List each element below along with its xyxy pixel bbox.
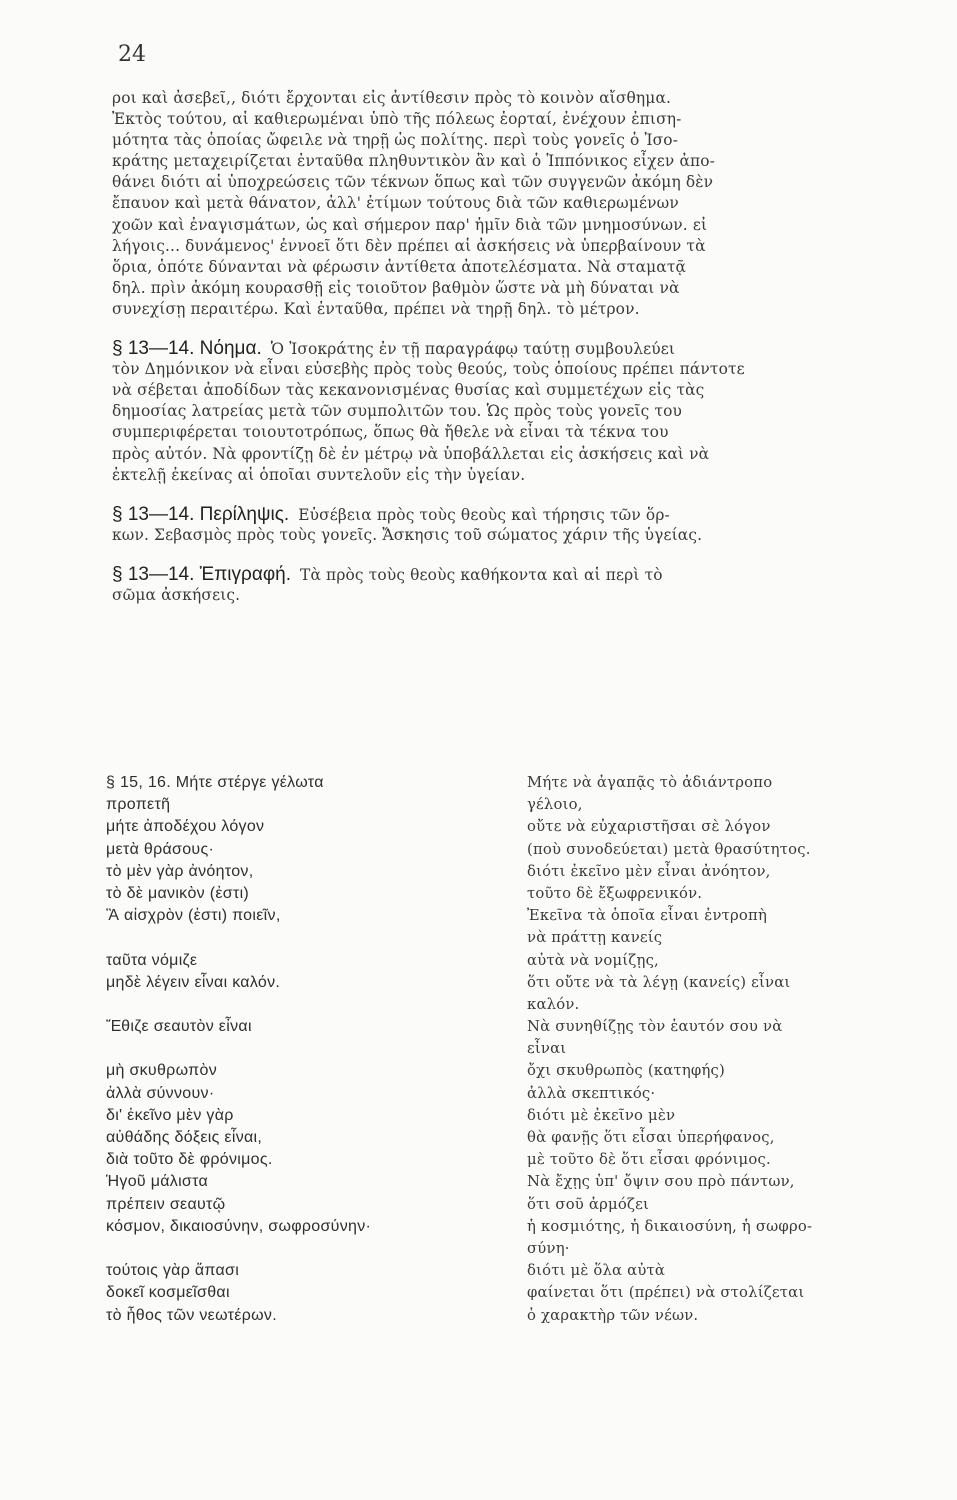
verse-row	[0, 1105, 957, 1127]
perilipsis-heading: § 13—14. Περίληψις.	[112, 503, 290, 525]
translation-verse: οὔτε νὰ εὐχαριστῆσαι σὲ λόγον	[527, 818, 771, 836]
text-line: Ἐκτὸς τούτου, αἱ καθιερωμέναι ὑπὸ τῆς πόλεως ἑορταί, ἐνέχουν ἐπιση-	[112, 110, 682, 129]
text-line: θάνει διότι αἱ ὑποχρεώσεις τῶν τέκνων ὅπως καὶ τῶν συγγενῶν ἀκόμη δὲν	[112, 173, 714, 192]
verse-row	[0, 1216, 957, 1238]
translation-verse: διότι ἐκεῖνο μὲν εἶναι ἀνόητον,	[527, 862, 771, 880]
verse-row	[0, 905, 957, 927]
translation-verse: Νὰ συνηθίζῃς τὸν ἑαυτόν σου νὰ	[527, 1018, 783, 1036]
verse-row	[0, 1016, 957, 1038]
greek-verse: μὴ σκυθρωπὸν	[106, 1062, 217, 1080]
verse-row	[0, 816, 957, 838]
page-number: 24	[118, 42, 146, 67]
translation-verse: γέλοιο,	[527, 796, 583, 814]
verse-row	[0, 1282, 957, 1304]
translation-verse: διότι μὲ ὅλα αὐτὰ	[527, 1262, 666, 1280]
translation-verse: ὅτι οὔτε νὰ τὰ λέγῃ (κανείς) εἶναι	[527, 973, 791, 991]
verse-row	[0, 1238, 957, 1260]
translation-verse: Μήτε νὰ ἀγαπᾷς τὸ ἀδιάντροπο	[527, 774, 773, 791]
text-line: χοῶν καὶ ἐναγισμάτων, ὡς καὶ σήμερον παρ' ἡμῖν διὰ τῶν μνημοσύνων. εἰ	[112, 215, 708, 234]
greek-verse: Ἃ αἰσχρὸν (ἐστι) ποιεῖν,	[106, 907, 281, 925]
verse-row	[0, 1171, 957, 1193]
verse-row	[0, 1305, 957, 1327]
translation-verse: ἀλλὰ σκεπτικός·	[527, 1084, 656, 1102]
text-line: κων. Σεβασμὸς πρὸς τοὺς γονεῖς. Ἄσκησις τοῦ σώματος χάριν τῆς ὑγείας.	[112, 525, 703, 544]
text-line: ἐκτελῇ ἐκείνας αἱ ὁποῖαι συντελοῦν εἰς τὴν ὑγείαν.	[112, 465, 526, 484]
translation-verse: μὲ τοῦτο δὲ ὅτι εἶσαι φρόνιμος.	[527, 1151, 771, 1169]
translation-verse: αὐτὰ νὰ νομίζῃς,	[527, 951, 659, 969]
text-line: κράτης μεταχειρίζεται ἐνταῦθα πληθυντικὸν ἂν καὶ ὁ Ἱππόνικος εἶχεν ἀπο-	[112, 152, 716, 171]
verse-row	[0, 1149, 957, 1171]
verse-row	[0, 794, 957, 816]
greek-verse: τούτοις γὰρ ἅπασι	[106, 1262, 240, 1280]
epigraphi-first-line	[112, 564, 954, 585]
greek-verse: τὸ δὲ μανικὸν (ἐστι)	[106, 884, 250, 902]
epigraphi-heading: § 13—14. Ἐπιγραφή.	[112, 563, 291, 585]
greek-verse: διὰ τοῦτο δὲ φρόνιμος.	[106, 1151, 273, 1169]
greek-verse: αὐθάδης δόξεις εἶναι,	[106, 1129, 263, 1146]
text-line: πρὸς αὐτόν. Νὰ φροντίζῃ δὲ ἐν μέτρῳ νὰ ὑποβάλλεται εἰς ἀσκήσεις καὶ νὰ	[112, 444, 710, 463]
greek-verse: μηδὲ λέγειν εἶναι καλόν.	[106, 973, 281, 991]
translation-verse: καλόν.	[527, 995, 580, 1013]
text-line: συμπεριφέρεται τοιουτοτρόπως, ὅπως θὰ ἤθελε νὰ εἶναι τὰ τέκνα του	[112, 423, 669, 442]
text-line: ἔπαυον καὶ μετὰ θάνατον, ἀλλ' ἐτίμων τούτους διὰ τῶν καθιερωμένων	[112, 194, 679, 213]
perilipsis-text: Εὐσέβεια πρὸς τοὺς θεοὺς καὶ τήρησις τῶν ὅρ-	[298, 505, 670, 524]
translation-verse: διότι μὲ ἐκεῖνο μὲν	[527, 1106, 676, 1124]
text-line: δηλ. πρὶν ἀκόμη κουρασθῇ εἰς τοιοῦτον βαθμὸν ὥστε νὰ μὴ δύναται νὰ	[112, 278, 680, 297]
translation-verse: θὰ φανῇς ὅτι εἶσαι ὑπερήφανος,	[527, 1129, 775, 1146]
verse-row	[0, 1194, 957, 1216]
translation-verse: εἶναι	[527, 1040, 567, 1058]
verse-row	[0, 772, 957, 794]
greek-verse: προπετῆ	[106, 796, 171, 814]
greek-verse: Ἡγοῦ μάλιστα	[106, 1173, 209, 1191]
greek-verse: § 15, 16. Μήτε στέργε γέλωτα	[106, 774, 324, 791]
epigraphi-text: Τὰ πρὸς τοὺς θεοὺς καθήκοντα καὶ αἱ περὶ τὸ	[300, 565, 663, 584]
translation-verse: Ἐκεῖνα τὰ ὁποῖα εἶναι ἐντροπὴ	[527, 907, 768, 925]
text-line: μότητα τὰς ὁποίας ὤφειλε νὰ τηρῇ ὡς πολίτης. περὶ τοὺς γονεῖς ὁ Ἰσο-	[112, 131, 679, 150]
greek-verse: πρέπειν σεαυτῷ	[106, 1195, 226, 1213]
parallel-translation	[0, 772, 957, 1327]
translation-verse: ὁ χαρακτὴρ τῶν νέων.	[527, 1306, 699, 1324]
verse-row	[0, 1060, 957, 1082]
text-line: συνεχίσῃ περαιτέρω. Καὶ ἐνταῦθα, πρέπει νὰ τηρῇ δηλ. τὸ μέτρον.	[112, 299, 640, 318]
verse-row	[0, 1083, 957, 1105]
verse-row	[0, 927, 957, 949]
translation-verse: Νὰ ἔχῃς ὑπ' ὄψιν σου πρὸ πάντων,	[527, 1173, 795, 1191]
translation-verse: νὰ πράττῃ κανείς	[527, 929, 663, 947]
verse-row	[0, 1127, 957, 1149]
verse-row	[0, 883, 957, 905]
noema-text: Ὁ Ἰσοκράτης ἐν τῇ παραγράφῳ ταύτῃ συμβουλεύει	[270, 340, 676, 359]
greek-verse: δοκεῖ κοσμεῖσθαι	[106, 1284, 230, 1302]
verse-row	[0, 861, 957, 883]
verse-row	[0, 839, 957, 861]
verse-row	[0, 972, 957, 994]
greek-verse: μήτε ἀποδέχου λόγον	[106, 818, 265, 836]
text-line: ὅρια, ὁπότε δύνανται νὰ φέρωσιν ἀντίθετα ἀποτελέσματα. Νὰ σταματᾷ	[112, 257, 687, 276]
text-line: ροι καὶ ἀσεβεῖ,, διότι ἔρχονται εἰς ἀντίθεσιν πρὸς τὸ κοινὸν αἴσθημα.	[112, 89, 672, 107]
translation-verse: τοῦτο δὲ ἔξωφρενικόν.	[527, 884, 703, 902]
greek-verse: κόσμον, δικαιοσύνην, σωφροσύνην·	[106, 1217, 372, 1235]
verse-row	[0, 1260, 957, 1282]
greek-verse: τὸ ἦθος τῶν νεωτέρων.	[106, 1306, 277, 1324]
translation-verse: ἡ κοσμιότης, ἡ δικαιοσύνη, ἡ σωφρο-	[527, 1217, 813, 1235]
translation-verse: ὅτι σοῦ ἁρμόζει	[527, 1195, 650, 1213]
text-line: τὸν Δημόνικον νὰ εἶναι εὐσεβὴς πρὸς τοὺς θεούς, τοὺς ὁποίους πρέπει πάντοτε	[112, 360, 745, 379]
text-line: σῶμα ἀσκήσεις.	[112, 585, 241, 604]
noema-first-line	[112, 338, 954, 359]
verse-row	[0, 994, 957, 1016]
greek-verse: τὸ μὲν γὰρ ἀνόητον,	[106, 862, 254, 880]
text-line: νὰ σέβεται ἀποδίδων τὰς κεκανονισμένας θυσίας καὶ συμμετέχων εἰς τὰς	[112, 381, 705, 400]
translation-verse: φαίνεται ὅτι (πρέπει) νὰ στολίζεται	[527, 1284, 805, 1302]
commentary-body	[112, 88, 954, 606]
greek-verse: ἀλλὰ σύννουν·	[106, 1084, 215, 1102]
verse-row	[0, 950, 957, 972]
greek-verse: Ἔθιζε σεαυτὸν εἶναι	[106, 1018, 252, 1036]
verse-row	[0, 1038, 957, 1060]
text-line: λήγοις... δυνάμενος' ἐννοεῖ ὅτι δὲν πρέπει αἱ ἀσκήσεις νὰ ὑπερβαίνουν τὰ	[112, 236, 706, 255]
translation-verse: σύνη·	[527, 1239, 570, 1257]
noema-heading: § 13—14. Νόημα.	[112, 338, 262, 360]
greek-verse: ταῦτα νόμιζε	[106, 951, 198, 969]
translation-verse: ὄχι σκυθρωπὸς (κατηφής)	[527, 1062, 725, 1080]
translation-verse: (ποὺ συνοδεύεται) μετὰ θρασύτητος.	[527, 840, 811, 858]
greek-verse: μετὰ θράσους·	[106, 840, 215, 858]
greek-verse: δι' ἐκεῖνο μὲν γὰρ	[106, 1106, 234, 1124]
perilipsis-first-line	[112, 504, 954, 525]
text-line: δημοσίας λατρείας μετὰ τῶν συμπολιτῶν του. Ὡς πρὸς τοὺς γονεῖς του	[112, 402, 683, 421]
